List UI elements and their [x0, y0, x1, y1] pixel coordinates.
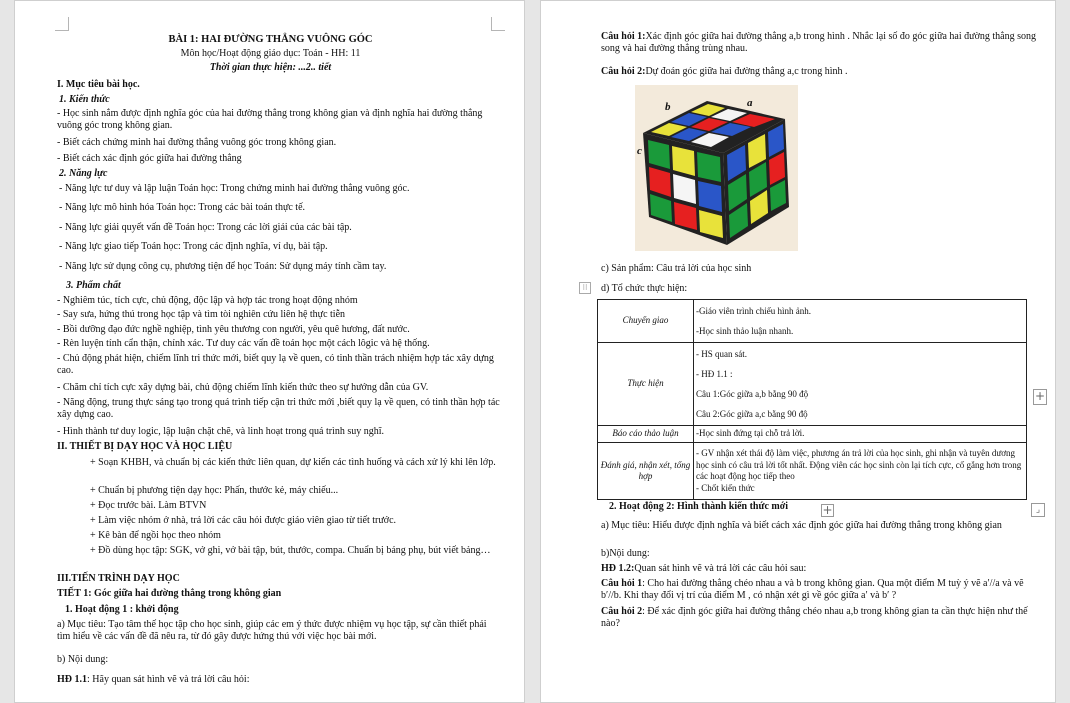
paragraph: - Rèn luyện tính cẩn thận, chính xác. Tư duy các vấn đề toán học một cách lôgic và hệ thống.: [57, 338, 430, 349]
label: Câu hỏi 2: [601, 606, 643, 617]
paragraph: - Biết cách xác định góc giữa hai đường thẳng: [57, 153, 242, 164]
lesson-title: BÀI 1: HAI ĐƯỜNG THẲNG VUÔNG GÓC: [168, 34, 373, 45]
label: Câu hỏi 1:: [601, 31, 646, 42]
rubik-cube-drawing: [635, 85, 798, 251]
table-row: [598, 300, 1027, 343]
table-cell-content: [694, 343, 1027, 426]
paragraph: - Say sưa, hứng thú trong học tập và tìm tòi nghiên cứu liên hệ thực tiễn: [57, 309, 346, 320]
paragraph: - Năng lực tư duy và lập luận Toán học: Trong chứng minh hai đường thẳng vuông góc.: [59, 183, 410, 194]
text: Xác định góc giữa hai đường thẳng a,b trong hình . Nhắc lại số đo góc giữa hai đường thẳng song song và hai đường thẳng trùng nhau.: [601, 31, 1036, 55]
subheading: 3. Phẩm chất: [66, 280, 121, 291]
add-row-button[interactable]: +: [822, 503, 833, 517]
paragraph: b)Nội dung:: [601, 548, 650, 559]
activity-table: [597, 299, 1027, 500]
table-resize-handle-icon[interactable]: ⌟: [1031, 503, 1045, 517]
paragraph: - Năng lực sử dụng công cụ, phương tiện để học Toán: Sử dụng máy tính cầm tay.: [59, 261, 387, 272]
paragraph: [57, 674, 249, 686]
subheading: 1. Kiến thức: [59, 94, 110, 105]
paragraph: [601, 606, 1046, 630]
line-label-c: c: [637, 145, 642, 157]
paragraph: - Năng lực giao tiếp Toán học: Trong các định nghĩa, ví dụ, bài tập.: [59, 241, 328, 252]
line-label-a: a: [747, 97, 753, 109]
paragraph: - Biết cách chứng minh hai đường thẳng vuông góc trong không gian.: [57, 137, 337, 148]
table-row: [598, 443, 1027, 500]
paragraph: - Năng động, trung thực sáng tạo trong quá trình tiếp cận tri thức mới ,biết quy lạ về quen, có tinh thần hợp tác xây dựng cao.: [57, 397, 500, 421]
paragraph: - Năng lực mô hình hóa Toán học: Trong các bài toán thực tế.: [59, 202, 306, 213]
cell-line: - GV nhận xét thái độ làm việc, phương án trả lời của học sinh, ghi nhận và tuyên dương học sinh có câu trả lời tốt nhất. Động viên các học sinh còn lại tích cực, cố gắng hơn trong các hoạt động học tiếp theo: [696, 448, 1022, 481]
document-page-1: [14, 0, 525, 703]
text: : Cho hai đường thẳng chéo nhau a và b trong không gian. Qua một điểm M tuỳ ý vẽ a′//a và vẽ b′//b. Khi thay đổi vị trí của điểm M , có nhận xét gì về góc giữa a′ và b′ ?: [601, 578, 1024, 602]
label: HĐ 1.1: [57, 674, 87, 685]
paragraph: - Hình thành tư duy logic, lập luận chặt chẽ, và linh hoạt trong quá trình suy nghĩ.: [57, 426, 385, 437]
label: Câu hỏi 1: [601, 578, 643, 589]
paragraph: [601, 66, 848, 78]
paragraph: + Chuẩn bị phương tiện dạy học: Phấn, thước kẻ, máy chiếu...: [90, 485, 339, 496]
text: Dự đoán góc giữa hai đường thẳng a,c trong hình .: [645, 66, 848, 77]
paragraph: + Đọc trước bài. Làm BTVN: [90, 500, 207, 511]
label: Câu hỏi 2:: [601, 66, 646, 77]
subheading: 2. Năng lực: [59, 168, 108, 179]
section-heading: II. THIẾT BỊ DẠY HỌC VÀ HỌC LIỆU: [57, 441, 233, 452]
paragraph: + Đồ dùng học tập: SGK, vở ghi, vở bài tập, bút, thước, compa. Chuẩn bị bảng phụ, bút viết bảng…: [90, 545, 491, 556]
text: : Hãy quan sát hình vẽ và trả lời câu hỏi:: [87, 674, 250, 685]
table-cell-content: [694, 300, 1027, 343]
paragraph: c) Sản phẩm: Câu trả lời của học sinh: [601, 263, 752, 274]
duration-line: Thời gian thực hiện: ...2.. tiết: [209, 62, 332, 73]
paragraph: + Làm việc nhóm ở nhà, trả lời các câu hỏi được giáo viên giao từ tiết trước.: [90, 515, 397, 526]
cell-line: -Học sinh thảo luận nhanh.: [696, 326, 794, 336]
table-move-handle-icon[interactable]: ⁝⁝: [579, 282, 591, 294]
paragraph: a) Mục tiêu: Tạo tâm thế học tập cho học sinh, giúp các em ý thức được nhiệm vụ học tập, sự cần thiết phải tìm hiểu về các vấn đề đã nêu ra, từ đó gây được hứng thú với việc học bài mới.: [57, 619, 487, 643]
paragraph: - Năng lực giải quyết vấn đề Toán học: Trong các lời giải của các bài tập.: [59, 222, 352, 233]
subheading: 1. Hoạt động 1 : khởi động: [65, 604, 179, 615]
table-cell-label: Báo cáo thảo luận: [598, 426, 694, 443]
cell-line: - Chốt kiến thức: [696, 482, 755, 493]
text: Quan sát hình vẽ và trả lời các câu hỏi sau:: [634, 563, 807, 574]
margin-corner-mark: [491, 17, 505, 31]
paragraph: + Kê bàn để ngồi học theo nhóm: [90, 530, 221, 541]
cell-line: -Giáo viên trình chiếu hình ảnh.: [696, 306, 811, 316]
subject-line: Môn học/Hoạt động giáo dục: Toán - HH: 11: [180, 48, 361, 59]
document-page-2: [540, 0, 1056, 703]
table-cell-content: -Học sinh đứng tại chỗ trả lời.: [694, 426, 1027, 443]
subheading: TIẾT 1: Góc giữa hai đường thẳng trong không gian: [57, 588, 282, 599]
paragraph: - Học sinh nắm được định nghĩa góc của hai đường thẳng trong không gian và định nghĩa hai đường thẳng vuông góc trong không gian.: [57, 108, 483, 132]
subheading: 2. Hoạt động 2: Hình thành kiến thức mới: [609, 501, 789, 512]
paragraph: a) Mục tiêu: Hiểu được định nghĩa và biết cách xác định góc giữa hai đường thẳng trong không gian: [601, 520, 1002, 531]
paragraph: [601, 578, 1046, 602]
cell-line: Câu 2:Góc giữa a,c bằng 90 độ: [696, 409, 808, 419]
table-cell-label: Thực hiện: [598, 343, 694, 426]
text: : Để xác định góc giữa hai đường thẳng chéo nhau a,b trong không gian ta cần thực hiện như thế nào?: [601, 606, 1028, 630]
rubik-cube-image: [635, 85, 798, 251]
table-cell-label: Chuyển giao: [598, 300, 694, 343]
section-heading: I. Mục tiêu bài học.: [57, 79, 140, 90]
paragraph: - Chủ động phát hiện, chiếm lĩnh tri thức mới, biết quy lạ về quen, có tinh thần trách nhiệm hợp tác xây dựng cao.: [57, 353, 494, 377]
paragraph: b) Nội dung:: [57, 654, 109, 665]
cell-line: Câu 1:Góc giữa a,b bằng 90 độ: [696, 389, 809, 399]
paragraph: [601, 563, 806, 575]
section-heading: III.TIẾN TRÌNH DẠY HỌC: [57, 573, 180, 584]
table-row: [598, 343, 1027, 426]
line-label-b: b: [665, 101, 671, 113]
paragraph: + Soạn KHBH, và chuẩn bị các kiến thức liên quan, dự kiến các tình huống và cách xử lý khi lên lớp.: [90, 457, 496, 468]
paragraph: [601, 31, 1041, 55]
paragraph: - Bồi dưỡng đạo đức nghề nghiệp, tình yêu thương con người, yêu quê hương, đất nước.: [57, 324, 410, 335]
paragraph: - Nghiêm túc, tích cực, chủ động, độc lập và hợp tác trong hoạt động nhóm: [57, 295, 358, 306]
margin-corner-mark: [55, 17, 69, 31]
paragraph: - Chăm chỉ tích cực xây dựng bài, chủ động chiếm lĩnh kiến thức theo sự hướng dẫn của GV.: [57, 382, 429, 393]
table-cell-label: Đánh giá, nhận xét, tổng hợp: [598, 443, 694, 500]
table-cell-content: [694, 443, 1027, 500]
table-row: [598, 426, 1027, 443]
cell-line: - HS quan sát.: [696, 349, 747, 359]
paragraph: d) Tổ chức thực hiện:: [601, 283, 688, 294]
label: HĐ 1.2:: [601, 563, 635, 574]
add-column-button[interactable]: +: [1034, 389, 1046, 403]
cell-line: - HĐ 1.1 :: [696, 369, 733, 379]
